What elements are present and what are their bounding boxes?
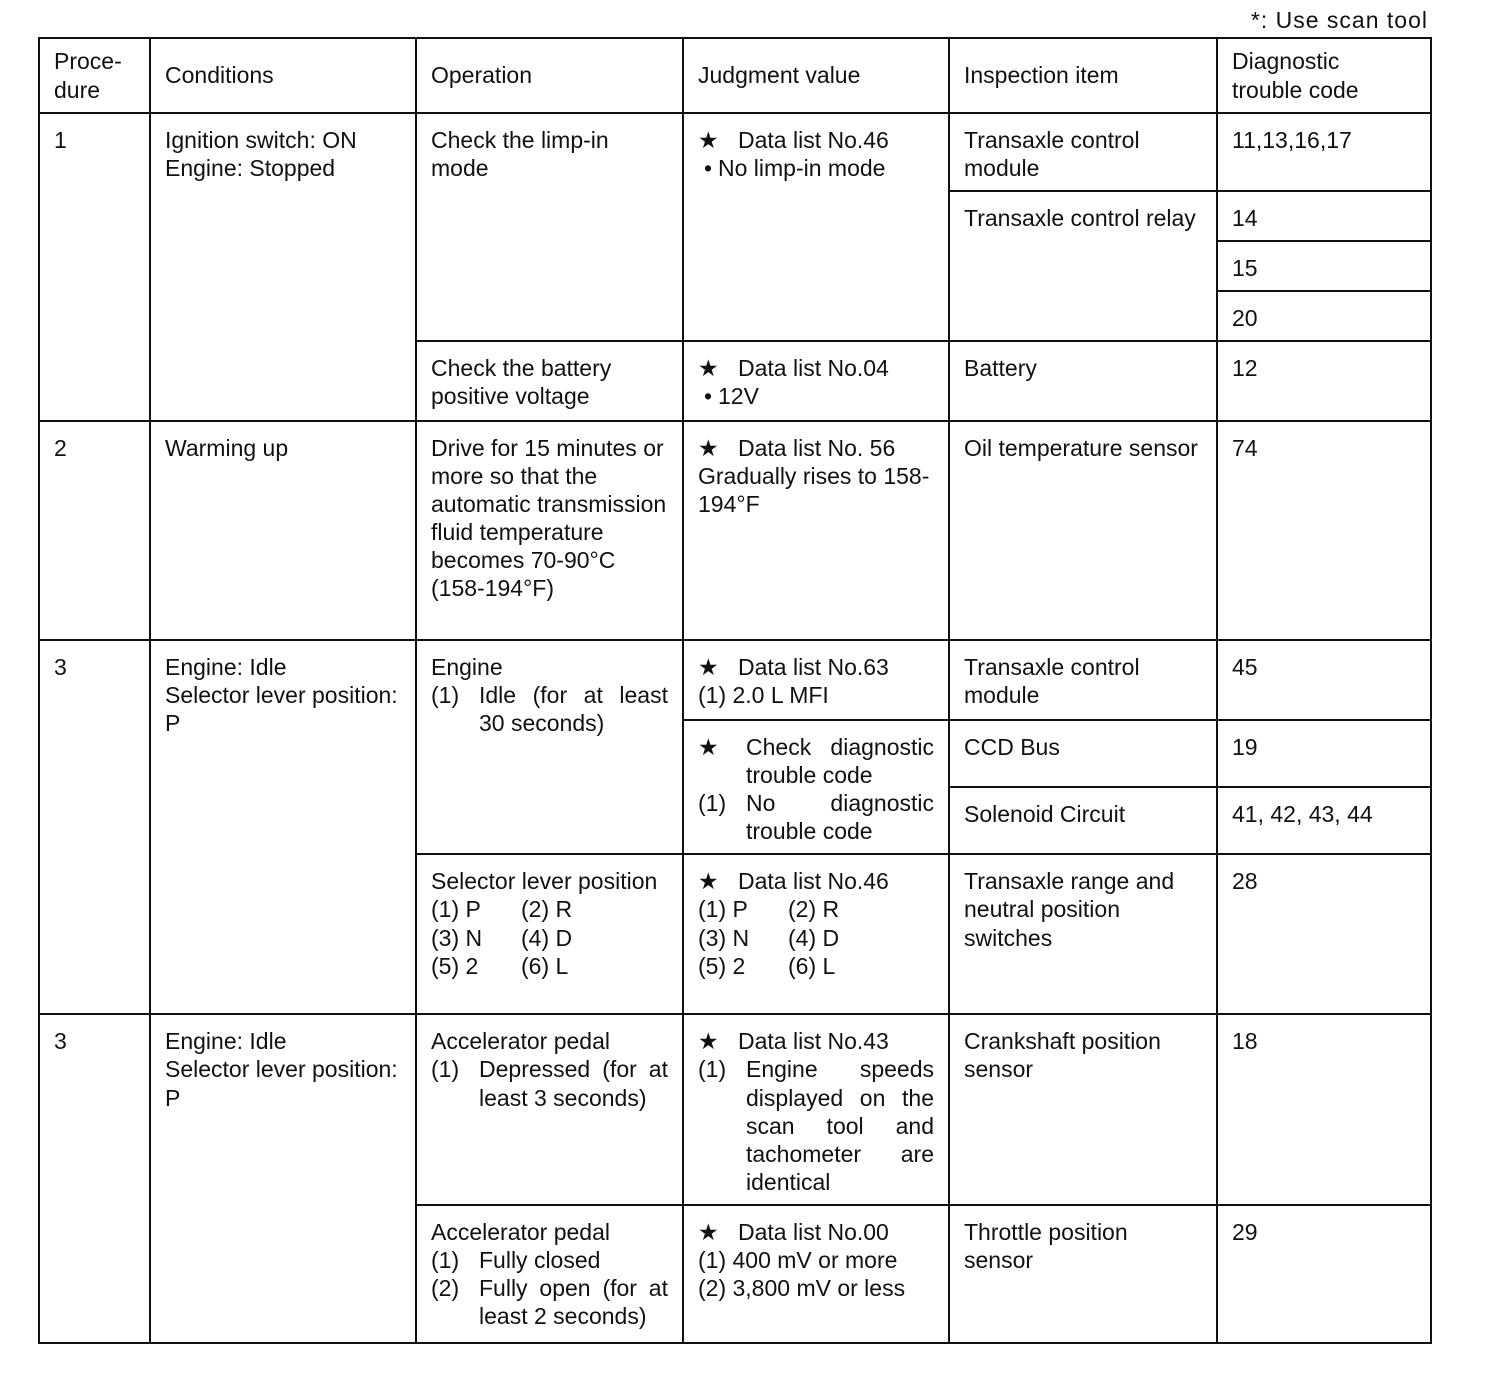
- code-cell: 14: [1217, 191, 1431, 241]
- code-cell: 12: [1217, 341, 1431, 421]
- judgment-cell: ★ Data list No.46 • No limp-in mode: [683, 113, 949, 341]
- star-icon: ★: [698, 734, 719, 761]
- operation-cell: Drive for 15 minutes or more so that the automatic transmission fluid temperature becomes 70-90°C (158-194°F): [416, 421, 683, 640]
- star-icon: ★: [698, 127, 719, 153]
- inspection-item-cell: Transaxle range and neutral position switches: [949, 854, 1217, 1014]
- operation-cell: Engine (1) Idle (for at least 30 seconds): [416, 640, 683, 854]
- code-cell: 18: [1217, 1014, 1431, 1204]
- header-operation: Operation: [416, 38, 683, 113]
- conditions-cell: Engine: Idle Selector lever position: P: [150, 640, 416, 1014]
- header-row: [39, 38, 1431, 113]
- star-icon: ★: [698, 1028, 719, 1055]
- table-row: [39, 1014, 1431, 1204]
- code-cell: 45: [1217, 640, 1431, 720]
- code-cell: 11,13,16,17: [1217, 113, 1431, 191]
- table-row: [39, 113, 1431, 191]
- table-row: [39, 421, 1431, 640]
- bullet-icon: •: [703, 155, 713, 182]
- judgment-cell: ★ Check diagnostic trouble code (1) No diagnostic trouble code: [683, 720, 949, 854]
- code-cell: 15: [1217, 241, 1431, 291]
- star-icon: ★: [698, 355, 719, 382]
- conditions-cell: Engine: Idle Selector lever position: P: [150, 1014, 416, 1342]
- judgment-cell: ★ Data list No.43 (1) Engine speeds displayed on the scan tool and tachometer are identical: [683, 1014, 949, 1204]
- operation-cell: Check the battery positive voltage: [416, 341, 683, 421]
- inspection-item-cell: Oil temperature sensor: [949, 421, 1217, 640]
- bullet-icon: •: [703, 383, 713, 410]
- table-row: [39, 640, 1431, 720]
- star-icon: ★: [698, 868, 719, 895]
- code-cell: 41, 42, 43, 44: [1217, 787, 1431, 854]
- judgment-cell: ★ Data list No.00 (1) 400 mV or more (2) 3,800 mV or less: [683, 1205, 949, 1343]
- inspection-item-cell: Solenoid Circuit: [949, 787, 1217, 854]
- header-conditions: Conditions: [150, 38, 416, 113]
- judgment-cell: ★ Data list No.46 (1) P (2) R (3) N (4) D (5) 2 (6) L: [683, 854, 949, 1014]
- code-cell: 28: [1217, 854, 1431, 1014]
- star-icon: ★: [698, 435, 719, 462]
- procedure-cell: 3: [39, 640, 150, 1014]
- inspection-item-cell: CCD Bus: [949, 720, 1217, 787]
- operation-cell: Accelerator pedal (1) Fully closed (2) Fully open (for at least 2 seconds): [416, 1205, 683, 1343]
- code-cell: 29: [1217, 1205, 1431, 1343]
- operation-cell: Selector lever position (1) P (2) R (3) N (4) D (5) 2 (6) L: [416, 854, 683, 1014]
- inspection-item-cell: Battery: [949, 341, 1217, 421]
- operation-cell: Check the limp-in mode: [416, 113, 683, 341]
- conditions-cell: Ignition switch: ON Engine: Stopped: [150, 113, 416, 421]
- header-inspection-item: Inspection item: [949, 38, 1217, 113]
- code-cell: 19: [1217, 720, 1431, 787]
- star-icon: ★: [698, 1218, 719, 1245]
- diagnostic-table: [38, 37, 1432, 1344]
- header-judgment-value: Judgment value: [683, 38, 949, 113]
- judgment-cell: ★ Data list No. 56 Gradually rises to 158-194°F: [683, 421, 949, 640]
- inspection-item-cell: Crankshaft position sensor: [949, 1014, 1217, 1204]
- code-cell: 20: [1217, 291, 1431, 341]
- header-diagnostic-code: Diagnostic trouble code: [1217, 38, 1431, 113]
- conditions-cell: Warming up: [150, 421, 416, 640]
- procedure-cell: 1: [39, 113, 150, 421]
- inspection-item-cell: Transaxle control module: [949, 113, 1217, 191]
- procedure-cell: 3: [39, 1014, 150, 1342]
- header-procedure: Proce-dure: [39, 38, 150, 113]
- inspection-item-cell: Throttle position sensor: [949, 1205, 1217, 1343]
- scan-tool-note: *: Use scan tool: [1250, 7, 1428, 33]
- procedure-cell: 2: [39, 421, 150, 640]
- operation-cell: Accelerator pedal (1) Depressed (for at least 3 seconds): [416, 1014, 683, 1204]
- code-cell: 74: [1217, 421, 1431, 640]
- star-icon: ★: [698, 654, 719, 681]
- judgment-cell: ★ Data list No.63 (1) 2.0 L MFI: [683, 640, 949, 720]
- judgment-cell: ★ Data list No.04 • 12V: [683, 341, 949, 421]
- inspection-item-cell: Transaxle control relay: [949, 191, 1217, 341]
- inspection-item-cell: Transaxle control module: [949, 640, 1217, 720]
